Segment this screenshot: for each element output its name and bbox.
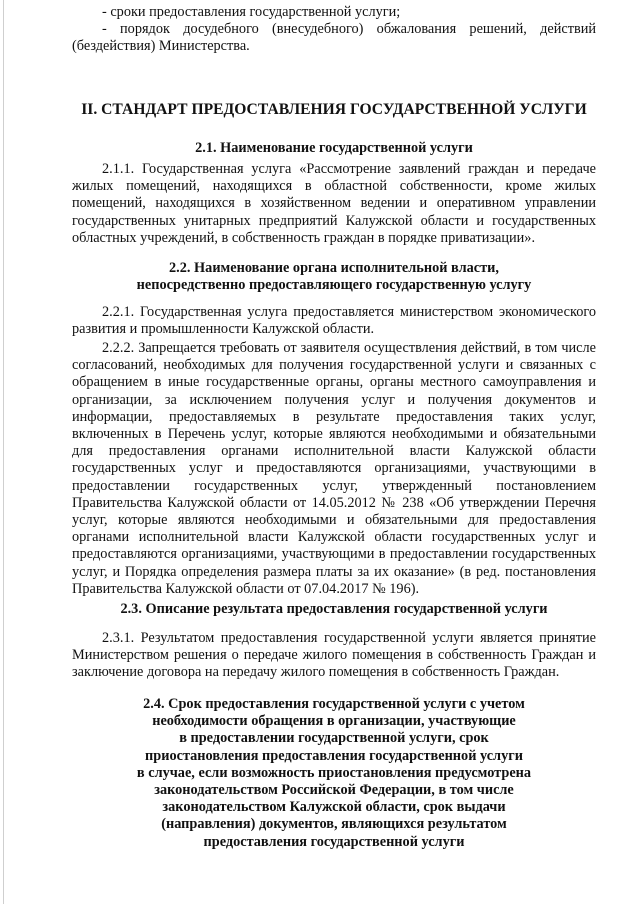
heading-2-4 — [72, 696, 596, 851]
heading-2-4-line: необходимости обращения в организации, участвующие — [152, 713, 516, 730]
heading-2-1: 2.1. Наименование государственной услуги — [195, 140, 473, 156]
heading-2-4-line: в случае, если возможность приостановления предусмотрена — [136, 764, 532, 781]
heading-2-4-line: приостановления предоставления государственной услуги — [145, 747, 523, 764]
intro-item-appeal-procedure: - порядок досудебного (внесудебного) обжалования решений, действий (бездействия) Министерства. — [72, 21, 596, 55]
heading-2-4-line: законодательством Российской Федерации, в том числе — [154, 782, 514, 799]
paragraph-2-3-1: 2.3.1. Результатом предоставления государственной услуги является принятие Министерством решения о передаче жилого помещения в собственность Граждан и заключение договора на передачу жилого помещения в собственность Граждан. — [72, 630, 596, 681]
heading-2-2-line: непосредственно предоставляющего государственную услугу — [136, 277, 532, 294]
heading-2-4-line: предоставления государственной услуги — [203, 833, 465, 850]
intro-item-deadlines: - сроки предоставления государственной услуги; — [102, 4, 401, 20]
left-margin-fold — [3, 0, 4, 904]
section-title: II. СТАНДАРТ ПРЕДОСТАВЛЕНИЯ ГОСУДАРСТВЕННОЙ УСЛУГИ — [81, 101, 587, 118]
paragraph-2-1-1: 2.1.1. Государственная услуга «Рассмотрение заявлений граждан и передаче жилых помещений, находящихся в областной собственности, кроме жилых помещений, находящихся в хозяйственном ведении и оперативном управлении государственных унитарных предприятий Калужской области и государственных областных учреждений, в собственность граждан в порядке приватизации». — [72, 161, 596, 246]
heading-2-4-line: законодательством Калужской области, срок выдачи — [162, 799, 506, 816]
paragraph-2-2-1: 2.2.1. Государственная услуга предоставляется министерством экономического развития и промышленности Калужской области. — [72, 304, 596, 338]
intro-list — [72, 4, 596, 56]
heading-2-4-line: (направления) документов, являющихся результатом — [161, 816, 507, 833]
heading-2-4-line: в предоставлении государственной услуги, срок — [179, 730, 489, 747]
paragraph-2-2-2: 2.2.2. Запрещается требовать от заявителя осуществления действий, в том числе согласований, необходимых для получения государственной услуги и связанных с обращением в иные государственные органы, органы местного самоуправления и организации, за исключением получения услуг и получения документов и информации, предоставляемых в результате предоставления таких услуг, включенных в Перечень услуг, которые являются необходимыми и обязательными для предоставления органами исполнительной власти Калужской области государственных услуг и предоставляются организациями, участвующими в предоставлении государственных услуг, утвержденный постановлением Правительства Калужской области от 14.05.2012 № 238 «Об утверждении Перечня услуг, которые являются необходимыми и обязательными для предоставления органами исполнительной власти Калужской области государственных услуг и предоставляются организациями, участвующими в предоставлении государственных услуг, и Порядка определения размера платы за их оказание» (в ред. постановления Правительства Калужской области от 07.04.2017 № 196). — [72, 340, 596, 597]
heading-2-4-line: 2.4. Срок предоставления государственной услуги с учетом — [143, 696, 525, 712]
heading-2-2 — [72, 260, 596, 294]
heading-2-2-line: 2.2. Наименование органа исполнительной власти, — [169, 260, 499, 276]
heading-2-3: 2.3. Описание результата предоставления государственной услуги — [120, 601, 548, 617]
